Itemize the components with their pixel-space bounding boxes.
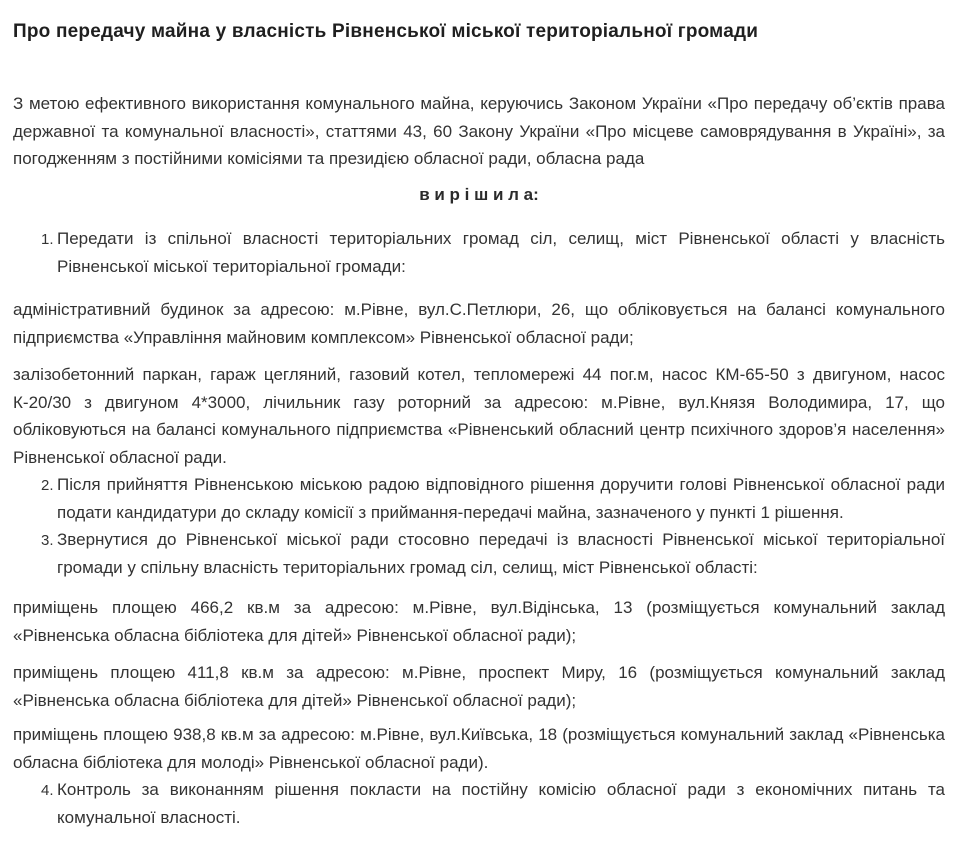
- list-item-3-text: Звернутися до Рівненської міської ради стосовно передачі із власності Рівненської міської територіальної громади у спільну власність територіальних громад сіл, селищ, міст Рівненської області:: [57, 530, 945, 577]
- paragraph-premises-938: приміщень площею 938,8 кв.м за адресою: м.Рівне, вул.Київська, 18 (розміщується комунальний заклад «Рівненська обласна бібліотека для молоді» Рівненської обласної ради).: [13, 725, 945, 772]
- paragraph-admin-building: адміністративний будинок за адресою: м.Рівне, вул.С.Петлюри, 26, що обліковується на балансі комунального підприємства «Управління майновим комплексом» Рівненської обласної ради;: [13, 300, 945, 347]
- list-item-2: [41, 471, 945, 526]
- list-item-4: [41, 776, 945, 831]
- list-item-4-text: Контроль за виконанням рішення покласти на постійну комісію обласної ради з економічних питань та комунальної власності.: [57, 780, 945, 827]
- list-item-3: [41, 526, 945, 581]
- paragraph-premises-411: приміщень площею 411,8 кв.м за адресою: м.Рівне, проспект Миру, 16 (розміщується комунальний заклад «Рівненська обласна бібліотека для дітей» Рівненської обласної ради);: [13, 663, 945, 710]
- list-item-4-number: 4.: [41, 782, 54, 799]
- decision-list-part-2: [13, 471, 945, 581]
- intro-paragraph: З метою ефективного використання комунального майна, керуючись Законом України «Про передачу об’єктів права державної та комунальної власності», статтями 43, 60 Закону України «Про місцеве самоврядування в Україні», за погодженням з постійними комісіями та президією обласної ради, обласна рада: [13, 94, 945, 168]
- list-item-2-number: 2.: [41, 477, 54, 494]
- decision-list-part-3: [13, 776, 945, 831]
- paragraph-equipment: залізобетонний паркан, гараж цегляний, газовий котел, тепломережі 44 пог.м, насос КМ-65-50 з двигуном, насос К-20/30 з двигуном 4*3000, лічильник газу роторний за адресою: м.Рівне, вул.Князя Володимира, 17, що обліковуються на балансі комунального підприємства «Рівненський обласний центр психічного здоров’я населення» Рівненської обласної ради.: [13, 365, 945, 467]
- paragraph-premises-466: приміщень площею 466,2 кв.м за адресою: м.Рівне, вул.Відінська, 13 (розміщується комунальний заклад «Рівненська обласна бібліотека для дітей» Рівненської обласної ради);: [13, 598, 945, 645]
- list-item-1-number: 1.: [41, 231, 54, 248]
- document-title: Про передачу майна у власність Рівненської міської територіальної громади: [13, 21, 759, 42]
- decision-list-part-1: [13, 225, 945, 280]
- list-item-1-text: Передати із спільної власності територіальних громад сіл, селищ, міст Рівненської області у власність Рівненської міської територіальної громади:: [57, 229, 945, 276]
- list-item-1: [41, 225, 945, 280]
- resolution-word: в и р і ш и л а:: [419, 184, 539, 204]
- list-item-2-text: Після прийняття Рівненською міською радою відповідного рішення доручити голові Рівненської обласної ради подати кандидатури до складу комісії з приймання-передачі майна, зазначеного у пункті 1 рішення.: [57, 475, 945, 522]
- list-item-3-number: 3.: [41, 532, 54, 549]
